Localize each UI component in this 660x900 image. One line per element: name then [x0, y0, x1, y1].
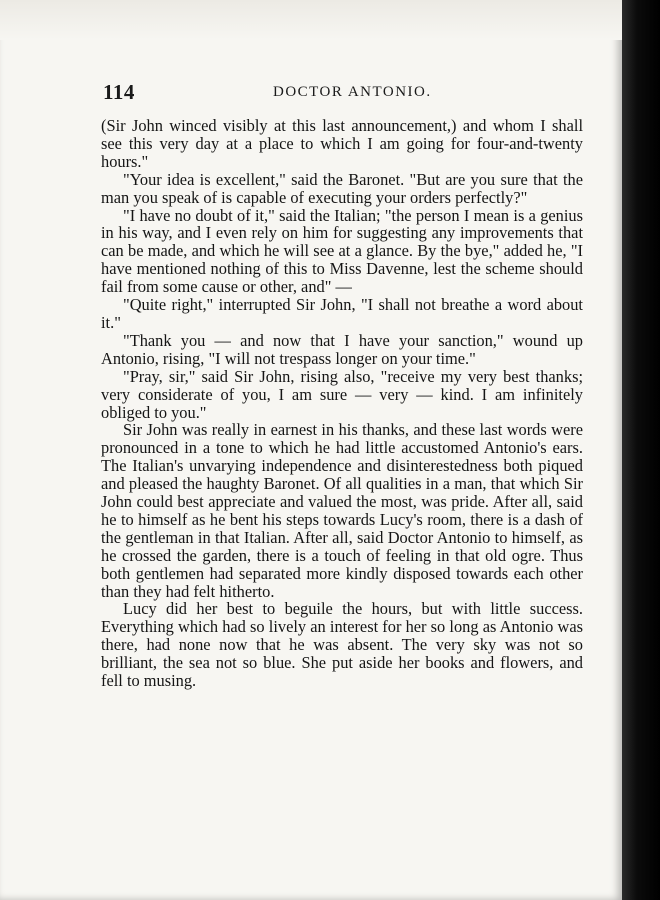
page-header — [103, 80, 583, 104]
page-number: 114 — [103, 80, 135, 104]
paragraph: "Quite right," interrupted Sir John, "I shall not breathe a word about it." — [101, 295, 583, 332]
paragraph-continuation: (Sir John winced visibly at this last announcement,) and whom I shall see this very day at a place to which I am going for four-and-twenty hours." — [101, 116, 583, 171]
paragraph: "Pray, sir," said Sir John, rising also, "receive my very best thanks; very considerate of you, I am sure — very — kind. I am infinitely obliged to you." — [101, 366, 583, 422]
paragraph: "I have no doubt of it," said the Italian; "the person I mean is a genius in his way, and I even rely on him for suggesting any improvements that can be made, and which he will see at a glance. By the bye," added he, "I have mentioned nothing of this to Miss Davenne, lest the scheme should fail from some cause or other, and" — — [101, 205, 583, 297]
paragraph: "Your idea is excellent," said the Baronet. "But are you sure that the man you speak of is capable of executing your orders perfectly?" — [101, 169, 583, 207]
page-top-shadow — [0, 0, 622, 40]
book-binding-edge — [622, 0, 660, 900]
body-text — [101, 117, 583, 690]
paragraph: Lucy did her best to beguile the hours, but with little success. Everything which had so lively an interest for her so long as Antonio was there, had none now that he was absent. The very sky was not so brilliant, the sea not so blue. She put aside her books and flowers, and fell to musing. — [101, 599, 583, 691]
paragraph: Sir John was really in earnest in his thanks, and these last words were pronounced in a tone to which he had little accustomed Antonio's ears. The Italian's unvarying independence and disinterestedness both piqued and pleased the haughty Baronet. Of all qualities in a man, that which Sir John could best appreciate and valued the most, was pride. After all, said he to himself as he bent his steps towards Lucy's room, there is a dash of the gentleman in that Italian. After all, said Doctor Antonio to himself, as he crossed the garden, there is a touch of feeling in that old ogre. Thus both gentlemen had separated more kindly disposed towards each other than they had felt hitherto. — [101, 420, 583, 601]
paragraph: "Thank you — and now that I have your sanction," wound up Antonio, rising, "I will not trespass longer on your time." — [101, 330, 583, 368]
running-title: DOCTOR ANTONIO. — [273, 84, 432, 100]
